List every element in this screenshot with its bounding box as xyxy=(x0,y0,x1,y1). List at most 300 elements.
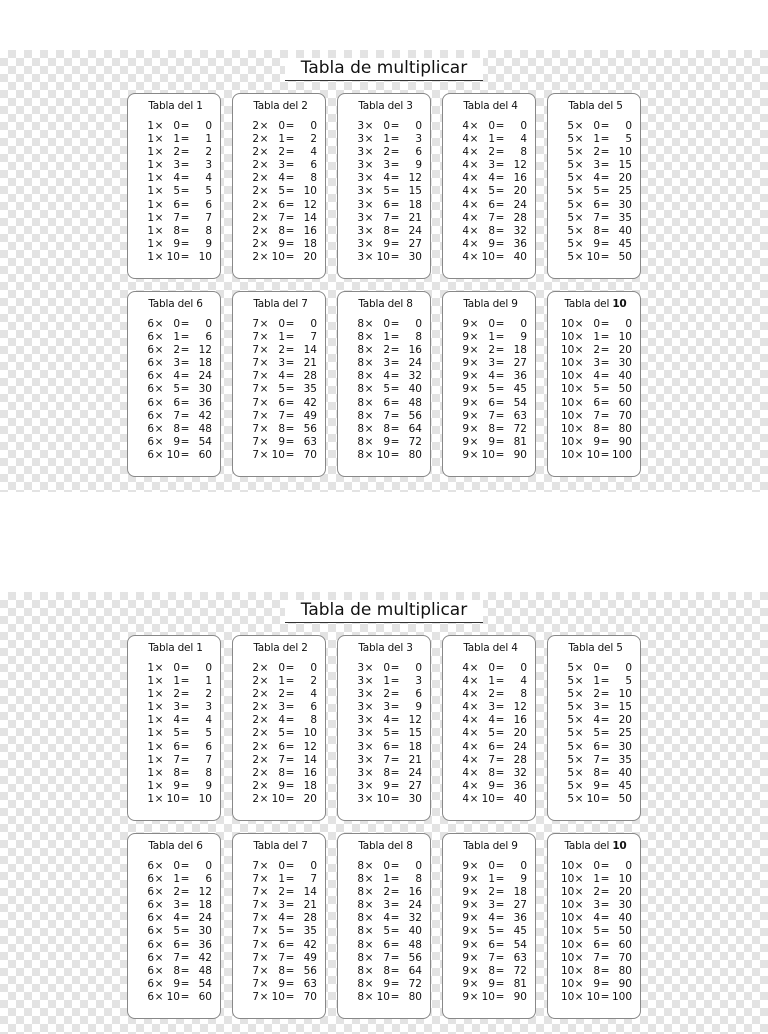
product: 3 xyxy=(415,675,422,688)
multiplier: 2 xyxy=(488,146,495,159)
factor: 4 xyxy=(462,237,469,250)
multiplier: 6 xyxy=(593,740,600,753)
factor: 7 xyxy=(252,938,259,951)
equals-sign: = xyxy=(285,925,295,938)
factor: 9 xyxy=(462,448,469,461)
equals-sign: = xyxy=(390,938,400,951)
multiplier: 10 xyxy=(586,250,600,263)
multiplier: 6 xyxy=(383,938,390,951)
multiplier: 0 xyxy=(173,120,180,132)
table-row xyxy=(246,423,315,436)
product: 90 xyxy=(618,435,632,448)
times-sign: × xyxy=(364,912,374,925)
table-row xyxy=(456,146,525,159)
product: 0 xyxy=(625,318,632,330)
table-row xyxy=(561,120,630,133)
equals-sign: = xyxy=(600,318,610,330)
equals-sign: = xyxy=(285,873,295,886)
table-row xyxy=(141,251,210,264)
times-sign: × xyxy=(574,951,584,964)
factor: 1 xyxy=(147,120,154,132)
table-title xyxy=(561,840,630,852)
factor: 1 xyxy=(147,250,154,263)
table-row xyxy=(246,688,315,701)
multiplier: 5 xyxy=(278,925,285,938)
times-sign: × xyxy=(259,198,269,211)
multiplier: 7 xyxy=(488,951,495,964)
equals-sign: = xyxy=(495,396,505,409)
times-sign: × xyxy=(364,701,374,714)
factor: 3 xyxy=(357,211,364,224)
equals-sign: = xyxy=(180,237,190,250)
equals-sign: = xyxy=(600,172,610,185)
table-row xyxy=(561,886,630,899)
product: 21 xyxy=(303,357,317,370)
factor: 10 xyxy=(561,925,575,938)
table-row xyxy=(456,318,525,331)
table-row xyxy=(561,238,630,251)
equals-sign: = xyxy=(390,331,400,344)
times-sign: × xyxy=(259,912,269,925)
product: 56 xyxy=(408,951,422,964)
factor: 6 xyxy=(147,951,154,964)
multiplier: 3 xyxy=(278,701,285,714)
times-sign: × xyxy=(259,383,269,396)
times-sign: × xyxy=(259,172,269,185)
multiplier: 8 xyxy=(173,766,180,779)
multiplier: 4 xyxy=(488,912,495,925)
table-row xyxy=(246,397,315,410)
times-sign: × xyxy=(469,448,479,461)
factor: 9 xyxy=(462,860,469,872)
multiplier: 2 xyxy=(488,886,495,899)
equals-sign: = xyxy=(180,701,190,714)
equals-sign: = xyxy=(285,714,295,727)
table-row xyxy=(561,146,630,159)
times-sign: × xyxy=(469,964,479,977)
factor: 4 xyxy=(462,120,469,132)
factor: 9 xyxy=(462,938,469,951)
times-sign: × xyxy=(574,331,584,344)
times-sign: × xyxy=(364,899,374,912)
equals-sign: = xyxy=(600,146,610,159)
equals-sign: = xyxy=(180,792,190,805)
multiplier: 9 xyxy=(173,435,180,448)
table-row xyxy=(561,912,630,925)
product: 20 xyxy=(618,172,632,185)
factor: 5 xyxy=(567,185,574,198)
multiplier: 1 xyxy=(278,873,285,886)
table-row xyxy=(141,899,210,912)
table-card-5 xyxy=(547,635,641,821)
factor: 6 xyxy=(147,977,154,990)
product: 30 xyxy=(198,383,212,396)
multiplier: 5 xyxy=(593,727,600,740)
equals-sign: = xyxy=(600,344,610,357)
factor: 8 xyxy=(357,860,364,872)
factor: 3 xyxy=(357,185,364,198)
multiplier: 10 xyxy=(481,990,495,1003)
times-sign: × xyxy=(154,185,164,198)
multiplier: 4 xyxy=(593,714,600,727)
table-row xyxy=(351,886,420,899)
times-sign: × xyxy=(154,133,164,146)
times-sign: × xyxy=(364,792,374,805)
multiplier: 8 xyxy=(278,224,285,237)
table-title xyxy=(246,840,315,852)
equals-sign: = xyxy=(495,120,505,132)
times-sign: × xyxy=(364,357,374,370)
equals-sign: = xyxy=(180,688,190,701)
product: 20 xyxy=(618,344,632,357)
factor: 3 xyxy=(357,146,364,159)
table-title xyxy=(141,642,210,654)
table-row xyxy=(141,449,210,462)
equals-sign: = xyxy=(180,211,190,224)
table-row xyxy=(351,741,420,754)
equals-sign: = xyxy=(495,133,505,146)
multiplier: 1 xyxy=(173,873,180,886)
product: 5 xyxy=(625,133,632,146)
multiplier: 0 xyxy=(383,860,390,872)
product: 42 xyxy=(303,396,317,409)
equals-sign: = xyxy=(600,899,610,912)
product: 54 xyxy=(198,977,212,990)
times-sign: × xyxy=(364,753,374,766)
times-sign: × xyxy=(364,159,374,172)
product: 7 xyxy=(310,331,317,344)
factor: 6 xyxy=(147,435,154,448)
multiplier: 9 xyxy=(593,237,600,250)
product: 14 xyxy=(303,886,317,899)
times-sign: × xyxy=(469,873,479,886)
table-title xyxy=(456,642,525,654)
factor: 9 xyxy=(462,383,469,396)
product: 2 xyxy=(205,146,212,159)
multiplier: 2 xyxy=(593,886,600,899)
times-sign: × xyxy=(154,331,164,344)
table-label: Tabla del xyxy=(463,840,512,852)
product: 18 xyxy=(513,886,527,899)
times-sign: × xyxy=(259,938,269,951)
multiplier: 0 xyxy=(593,120,600,132)
factor: 4 xyxy=(462,779,469,792)
factor: 9 xyxy=(462,912,469,925)
factor: 8 xyxy=(357,899,364,912)
factor: 10 xyxy=(561,860,575,872)
times-sign: × xyxy=(574,779,584,792)
product: 8 xyxy=(205,766,212,779)
table-number: 1 xyxy=(196,642,203,654)
equals-sign: = xyxy=(180,357,190,370)
equals-sign: = xyxy=(495,740,505,753)
equals-sign: = xyxy=(180,899,190,912)
factor: 4 xyxy=(462,250,469,263)
table-row xyxy=(141,727,210,740)
equals-sign: = xyxy=(390,172,400,185)
times-sign: × xyxy=(574,899,584,912)
table-row xyxy=(561,925,630,938)
equals-sign: = xyxy=(180,146,190,159)
times-sign: × xyxy=(364,779,374,792)
times-sign: × xyxy=(259,951,269,964)
multiplier: 7 xyxy=(278,211,285,224)
product: 24 xyxy=(198,912,212,925)
multiplier: 10 xyxy=(271,990,285,1003)
times-sign: × xyxy=(574,688,584,701)
equals-sign: = xyxy=(495,331,505,344)
multiplier: 0 xyxy=(383,120,390,132)
table-row xyxy=(246,899,315,912)
equals-sign: = xyxy=(180,912,190,925)
table-number: 9 xyxy=(511,298,518,310)
table-row xyxy=(351,793,420,806)
table-row xyxy=(246,146,315,159)
product: 6 xyxy=(310,159,317,172)
equals-sign: = xyxy=(390,964,400,977)
factor: 3 xyxy=(357,766,364,779)
factor: 7 xyxy=(252,422,259,435)
multiplier: 7 xyxy=(593,211,600,224)
times-sign: × xyxy=(154,951,164,964)
product: 0 xyxy=(415,120,422,132)
times-sign: × xyxy=(364,224,374,237)
times-sign: × xyxy=(259,159,269,172)
factor: 7 xyxy=(252,396,259,409)
table-row xyxy=(561,199,630,212)
multiplier: 5 xyxy=(488,727,495,740)
product: 18 xyxy=(408,740,422,753)
table-row xyxy=(456,185,525,198)
times-sign: × xyxy=(364,688,374,701)
table-row xyxy=(351,873,420,886)
table-row xyxy=(246,159,315,172)
times-sign: × xyxy=(364,714,374,727)
table-card-8 xyxy=(337,291,431,477)
table-row xyxy=(561,212,630,225)
table-row xyxy=(561,318,630,331)
equals-sign: = xyxy=(285,120,295,132)
product: 60 xyxy=(618,396,632,409)
table-row xyxy=(456,780,525,793)
product: 27 xyxy=(513,899,527,912)
factor: 10 xyxy=(561,912,575,925)
table-row xyxy=(351,251,420,264)
equals-sign: = xyxy=(390,740,400,753)
product: 8 xyxy=(520,146,527,159)
multiplier: 4 xyxy=(278,912,285,925)
product: 36 xyxy=(198,396,212,409)
factor: 2 xyxy=(252,198,259,211)
table-row xyxy=(246,212,315,225)
equals-sign: = xyxy=(495,435,505,448)
equals-sign: = xyxy=(285,779,295,792)
times-sign: × xyxy=(154,860,164,872)
times-sign: × xyxy=(574,792,584,805)
equals-sign: = xyxy=(390,792,400,805)
multiplier: 4 xyxy=(383,912,390,925)
product: 40 xyxy=(618,224,632,237)
multiplier: 3 xyxy=(278,159,285,172)
factor: 7 xyxy=(252,370,259,383)
factor: 2 xyxy=(252,224,259,237)
equals-sign: = xyxy=(495,211,505,224)
equals-sign: = xyxy=(285,172,295,185)
multiplier: 2 xyxy=(593,688,600,701)
table-row xyxy=(561,344,630,357)
table-row xyxy=(456,952,525,965)
factor: 7 xyxy=(252,964,259,977)
equals-sign: = xyxy=(285,133,295,146)
table-row xyxy=(456,965,525,978)
product: 4 xyxy=(205,172,212,185)
product: 4 xyxy=(310,688,317,701)
table-number: 3 xyxy=(406,642,413,654)
equals-sign: = xyxy=(180,370,190,383)
table-row xyxy=(456,912,525,925)
factor: 5 xyxy=(567,792,574,805)
factor: 5 xyxy=(567,198,574,211)
times-sign: × xyxy=(574,740,584,753)
multiplier: 7 xyxy=(278,753,285,766)
equals-sign: = xyxy=(600,448,610,461)
product: 40 xyxy=(618,912,632,925)
table-label: Tabla del xyxy=(568,100,617,112)
product: 20 xyxy=(303,792,317,805)
multiplier: 2 xyxy=(593,344,600,357)
product: 50 xyxy=(618,383,632,396)
table-row xyxy=(351,212,420,225)
multiplier: 2 xyxy=(593,146,600,159)
product: 0 xyxy=(415,860,422,872)
table-row xyxy=(561,741,630,754)
product: 42 xyxy=(303,938,317,951)
product: 14 xyxy=(303,211,317,224)
times-sign: × xyxy=(364,422,374,435)
table-row xyxy=(141,886,210,899)
times-sign: × xyxy=(154,753,164,766)
table-row xyxy=(561,701,630,714)
equals-sign: = xyxy=(180,318,190,330)
factor: 6 xyxy=(147,912,154,925)
factor: 2 xyxy=(252,211,259,224)
product: 27 xyxy=(408,237,422,250)
equals-sign: = xyxy=(180,766,190,779)
multiplier: 6 xyxy=(383,396,390,409)
product: 36 xyxy=(513,237,527,250)
table-row xyxy=(141,978,210,991)
product: 80 xyxy=(618,964,632,977)
multiplier: 0 xyxy=(593,860,600,872)
table-label: Tabla del xyxy=(568,642,617,654)
times-sign: × xyxy=(574,912,584,925)
multiplier: 0 xyxy=(383,662,390,674)
table-label: Tabla del xyxy=(564,298,613,310)
product: 20 xyxy=(618,886,632,899)
factor: 7 xyxy=(252,912,259,925)
product: 6 xyxy=(415,688,422,701)
multiplier: 5 xyxy=(173,185,180,198)
equals-sign: = xyxy=(600,224,610,237)
product: 50 xyxy=(618,792,632,805)
factor: 10 xyxy=(561,899,575,912)
table-title xyxy=(456,840,525,852)
multiplier: 2 xyxy=(173,344,180,357)
factor: 3 xyxy=(357,688,364,701)
times-sign: × xyxy=(154,146,164,159)
times-sign: × xyxy=(154,899,164,912)
product: 63 xyxy=(513,409,527,422)
product: 40 xyxy=(408,925,422,938)
factor: 8 xyxy=(357,925,364,938)
equals-sign: = xyxy=(390,146,400,159)
equals-sign: = xyxy=(390,409,400,422)
multiplier: 1 xyxy=(488,873,495,886)
product: 18 xyxy=(198,357,212,370)
table-label: Tabla del xyxy=(148,298,197,310)
table-row xyxy=(561,780,630,793)
equals-sign: = xyxy=(495,951,505,964)
factor: 8 xyxy=(357,370,364,383)
times-sign: × xyxy=(364,977,374,990)
product: 90 xyxy=(513,448,527,461)
equals-sign: = xyxy=(600,396,610,409)
table-row xyxy=(246,251,315,264)
table-card-1 xyxy=(127,635,221,821)
equals-sign: = xyxy=(600,951,610,964)
factor: 3 xyxy=(357,224,364,237)
table-row xyxy=(246,991,315,1004)
multiplier: 4 xyxy=(593,370,600,383)
multiplier: 0 xyxy=(173,860,180,872)
times-sign: × xyxy=(574,925,584,938)
table-row xyxy=(561,860,630,873)
equals-sign: = xyxy=(285,886,295,899)
equals-sign: = xyxy=(495,753,505,766)
equals-sign: = xyxy=(285,211,295,224)
table-row xyxy=(456,978,525,991)
product: 0 xyxy=(205,120,212,132)
multiplier: 4 xyxy=(173,370,180,383)
table-row xyxy=(561,410,630,423)
table-title xyxy=(246,100,315,112)
equals-sign: = xyxy=(600,740,610,753)
times-sign: × xyxy=(154,237,164,250)
equals-sign: = xyxy=(180,977,190,990)
times-sign: × xyxy=(469,237,479,250)
multiplier: 3 xyxy=(488,159,495,172)
times-sign: × xyxy=(364,925,374,938)
factor: 8 xyxy=(357,396,364,409)
table-row xyxy=(141,410,210,423)
table-rows xyxy=(456,662,525,806)
table-row xyxy=(351,780,420,793)
equals-sign: = xyxy=(495,370,505,383)
multiplier: 5 xyxy=(488,383,495,396)
product: 2 xyxy=(310,133,317,146)
times-sign: × xyxy=(574,964,584,977)
times-sign: × xyxy=(469,172,479,185)
product: 14 xyxy=(303,344,317,357)
table-title xyxy=(141,840,210,852)
multiplier: 10 xyxy=(376,448,390,461)
multiplier: 6 xyxy=(488,938,495,951)
factor: 1 xyxy=(147,133,154,146)
times-sign: × xyxy=(364,448,374,461)
factor: 2 xyxy=(252,159,259,172)
equals-sign: = xyxy=(495,224,505,237)
times-sign: × xyxy=(259,740,269,753)
